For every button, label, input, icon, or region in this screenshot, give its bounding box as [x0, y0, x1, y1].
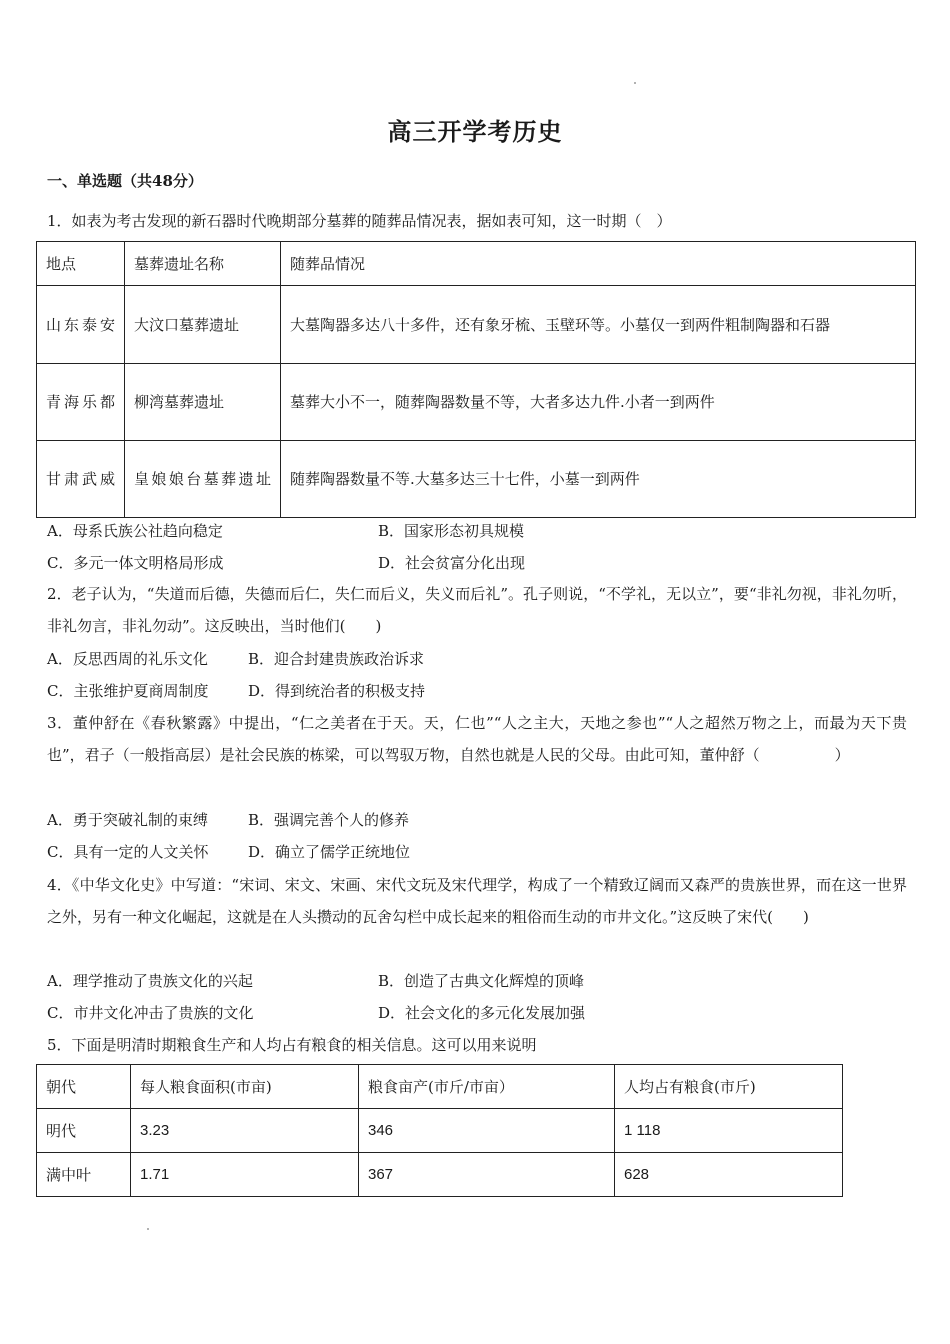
table-cell: 大墓陶器多达八十多件，还有象牙梳、玉壁环等。小墓仅一到两件粗制陶器和石器 — [281, 286, 916, 364]
table-cell: 346 — [359, 1109, 615, 1153]
table-header-cell: 朝代 — [37, 1065, 131, 1109]
table-row — [37, 286, 916, 364]
option-b: B．迎合封建贵族政治诉求 — [248, 650, 425, 668]
table-cell: 皇娘娘台墓葬遗址 — [125, 441, 281, 518]
section-heading: 一、单选题（共48分） — [47, 172, 203, 190]
table-cell: 山东泰安 — [37, 286, 125, 364]
table-cell: 满中叶 — [37, 1153, 131, 1197]
option-c: C．多元一体文明格局形成 — [47, 554, 224, 572]
option-d: D．社会贫富分化出现 — [378, 554, 526, 572]
table-header-cell: 地点 — [37, 242, 125, 286]
question-1-text: 1．如表为考古发现的新石器时代晚期部分墓葬的随葬品情况表，据如表可知，这一时期（ ） — [47, 212, 672, 230]
table-row — [37, 441, 916, 518]
table-row — [37, 1153, 843, 1197]
table-cell: 大汶口墓葬遗址 — [125, 286, 281, 364]
option-d: D．社会文化的多元化发展加强 — [378, 1004, 586, 1022]
table-cell: 1 118 — [615, 1109, 843, 1153]
option-c: C．具有一定的人文关怀 — [47, 843, 209, 861]
option-c: C．市井文化冲击了贵族的文化 — [47, 1004, 254, 1022]
scan-dot — [634, 82, 636, 84]
exam-title: 高三开学考历史 — [387, 117, 563, 146]
option-a: A．反思西周的礼乐文化 — [47, 650, 208, 668]
question-5-text: 5．下面是明清时期粮食生产和人均占有粮食的相关信息。这可以用来说明 — [47, 1036, 537, 1054]
table-header-cell: 随葬品情况 — [281, 242, 916, 286]
option-c: C．主张维护夏商周制度 — [47, 682, 209, 700]
table-cell: 随葬陶器数量不等.大墓多达三十七件，小墓一到两件 — [281, 441, 916, 518]
option-b: B．强调完善个人的修养 — [248, 811, 410, 829]
table-cell: 明代 — [37, 1109, 131, 1153]
table-header-cell: 每人粮食面积(市亩) — [131, 1065, 359, 1109]
table-cell: 柳湾墓葬遗址 — [125, 364, 281, 441]
question-4-text: 4．《中华文化史》中写道：“宋词、宋文、宋画、宋代文玩及宋代理学，构成了一个精致辽阔而又森严的贵族世界，而在这一世界之外，另有一种文化崛起，这就是在人头攒动的瓦舍勾栏中成长起来的粗俗而生动的市井文化。”这反映了宋代( ) — [47, 876, 907, 926]
table-cell: 青海乐都 — [37, 364, 125, 441]
scan-dot — [147, 1228, 149, 1230]
question-5-table — [36, 1064, 843, 1197]
option-a: A．勇于突破礼制的束缚 — [47, 811, 208, 829]
option-a: A．母系氏族公社趋向稳定 — [47, 522, 223, 540]
table-header-row — [37, 242, 916, 286]
option-d: D．确立了儒学正统地位 — [248, 843, 411, 861]
table-cell: 3.23 — [131, 1109, 359, 1153]
table-cell: 墓葬大小不一，随葬陶器数量不等，大者多达九件.小者一到两件 — [281, 364, 916, 441]
table-header-row — [37, 1065, 843, 1109]
table-header-cell: 粮食亩产(市斤/市亩） — [359, 1065, 615, 1109]
table-header-cell: 人均占有粮食(市斤) — [615, 1065, 843, 1109]
table-cell: 628 — [615, 1153, 843, 1197]
table-cell: 甘肃武威 — [37, 441, 125, 518]
table-row — [37, 364, 916, 441]
question-3-text: 3．董仲舒在《春秋繁露》中提出，“仁之美者在于天。天，仁也”“人之主大，天地之参也”“人之超然万物之上，而最为天下贵也”，君子（一般指高层）是社会民族的栋梁，可以驾驭万物，自然也就是人民的父母。由此可知，董仲舒（ ） — [47, 714, 907, 764]
option-b: B．国家形态初具规模 — [378, 522, 525, 540]
table-cell: 1.71 — [131, 1153, 359, 1197]
question-1-table — [36, 241, 916, 518]
table-row — [37, 1109, 843, 1153]
option-d: D．得到统治者的积极支持 — [248, 682, 426, 700]
option-b: B．创造了古典文化辉煌的顶峰 — [378, 972, 585, 990]
question-2-text: 2．老子认为，“失道而后德，失德而后仁，失仁而后义，失义而后礼”。孔子则说，“不学礼，无以立”，要“非礼勿视，非礼勿听，非礼勿言，非礼勿动”。这反映出，当时他们( ) — [47, 585, 907, 635]
table-header-cell: 墓葬遗址名称 — [125, 242, 281, 286]
option-a: A．理学推动了贵族文化的兴起 — [47, 972, 253, 990]
table-cell: 367 — [359, 1153, 615, 1197]
